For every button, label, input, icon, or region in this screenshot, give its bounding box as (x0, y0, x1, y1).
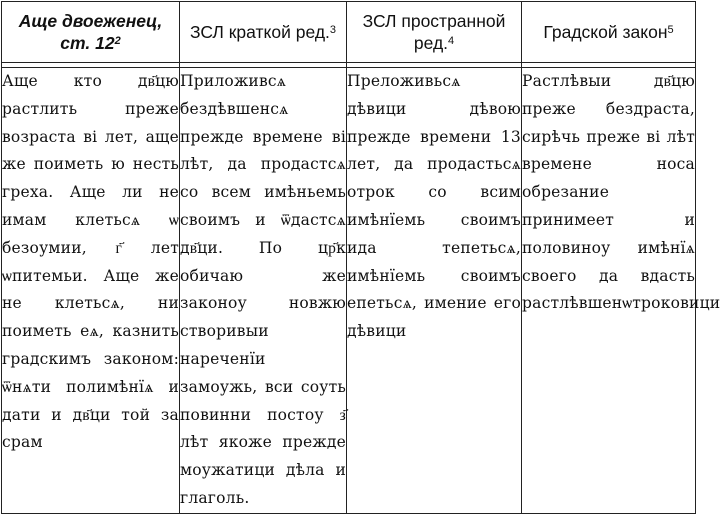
text-row (2, 68, 696, 514)
header-label: Градской закон (543, 22, 668, 42)
header-label: Аще двоеженец, ст. 12 (18, 11, 163, 53)
text-cell (2, 68, 180, 514)
header-label: ЗСЛ краткой ред. (189, 22, 330, 42)
footnote-marker: 3 (329, 24, 337, 36)
text-cell (522, 68, 720, 514)
text-cell (180, 68, 347, 514)
church-slavonic-text: Приложивсѧ бездѣвшенсѧ прежде времене ві лѣт, да продастсѧ со всем имѣньемь своимъ и ѿдастсѧ дв҃ци. По цр҃к обичаю же законоу новжю створивыи нареченїи замоужь, вси соуть повинни постоу з҃ лѣт якоже прежде моужатици дѣла и глаголь. (180, 72, 346, 507)
church-slavonic-text: Преложивьсѧ дѣвици дѣвою прежде времени 13 лет, да продастьсѧ отрок со всим имѣнїемь своимъ ида тепетьсѧ, имѣнїемь своимъ епетьсѧ, имение его дѣвици (347, 72, 521, 341)
footnote-marker: 4 (448, 35, 455, 47)
text-cell (347, 68, 522, 514)
church-slavonic-text: Растлѣвыи дв҃цю преже бездраста, сирѣчь преже ві лѣт времене носа обрезание принимеет и половиноу имѣнїѧ своего да вдасть растлѣвшенѡтроковици (522, 72, 720, 313)
footnote-marker: 5 (667, 24, 674, 36)
church-slavonic-text: Аще кто дв҃цю растлить преже возраста ві лет, аще же поиметь ю несть греха. Аще ли не имам клетьсѧ ѡ безоумии, г҃ лет ѡпитемьи. Аще же не клетьсѧ, ни поиметь еѧ, казнить градскимъ законом: ѿнѧти полимѣнїѧ и дати и дв҃ци той за срам (2, 72, 179, 452)
header-cell-zsl-long (347, 2, 522, 63)
footnote-marker: 2 (114, 35, 121, 47)
header-label: ЗСЛ пространной ред. (362, 11, 506, 53)
header-cell-gradskoy-zakon (522, 2, 696, 63)
header-cell-ashche-dvoezhenets (2, 2, 180, 63)
header-row (2, 2, 696, 63)
comparison-table (1, 1, 720, 514)
header-cell-zsl-short (180, 2, 347, 63)
